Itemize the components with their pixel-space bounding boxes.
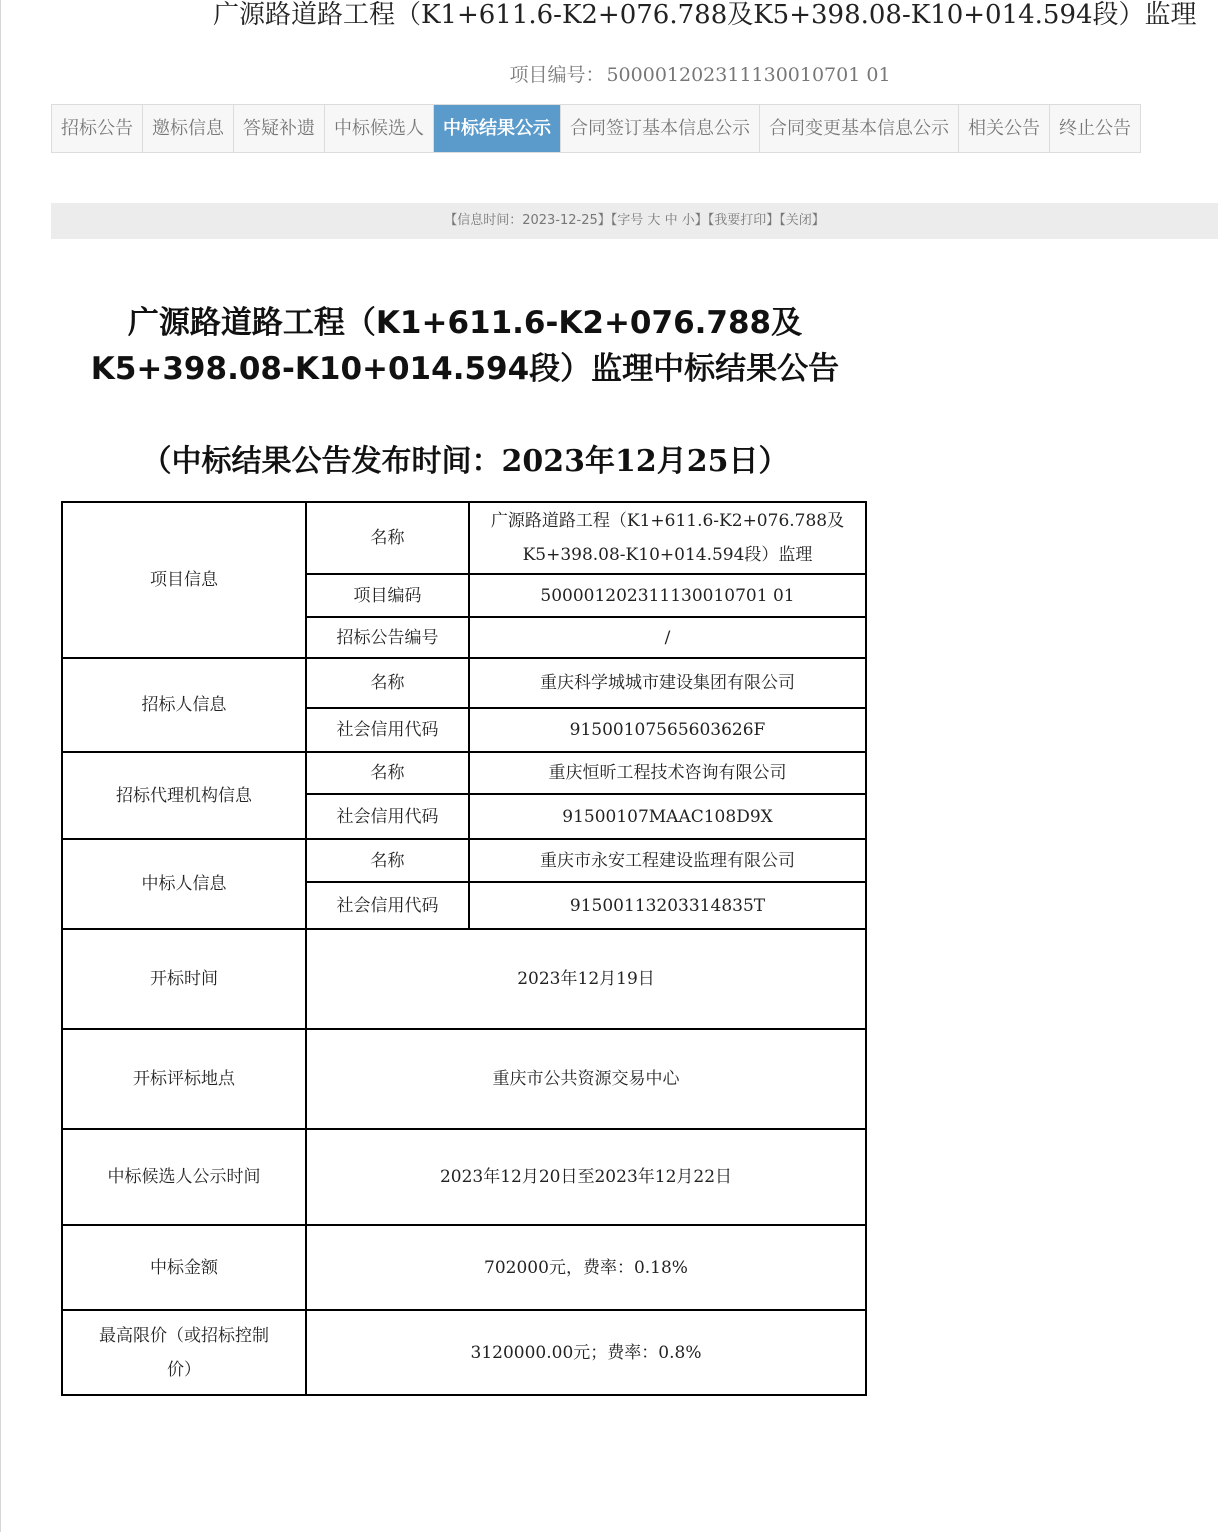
- print-link[interactable]: 【我要打印】: [707, 213, 780, 228]
- agency-name-label: 名称: [306, 752, 469, 794]
- project-number: [470, 60, 930, 87]
- font-size-suffix: 】: [694, 213, 708, 228]
- project-info-section: 项目信息: [62, 502, 306, 658]
- project-number-value: 500001202311130010701 01: [606, 64, 891, 86]
- page-left-border: [0, 0, 1, 1532]
- font-size-prefix: 【字号: [610, 213, 644, 228]
- winner-name-label: 名称: [306, 839, 469, 882]
- tab-winning-result[interactable]: 中标结果公示: [433, 105, 560, 152]
- candidate-period-label: 中标候选人公示时间: [62, 1129, 306, 1225]
- tab-tender-notice[interactable]: 招标公告: [51, 105, 142, 152]
- bid-amount-label: 中标金额: [62, 1225, 306, 1310]
- tab-invitation-info[interactable]: 邀标信息: [142, 105, 233, 152]
- project-number-label: 项目编号：: [509, 64, 605, 86]
- table-row: [62, 1225, 866, 1310]
- opening-time-value: 2023年12月19日: [306, 929, 866, 1029]
- tender-notice-no-value: /: [469, 617, 866, 658]
- tender-notice-no-label: 招标公告编号: [306, 617, 469, 658]
- tenderer-credit-label: 社会信用代码: [306, 708, 469, 752]
- table-row: [62, 1129, 866, 1225]
- info-bar: [51, 203, 1218, 239]
- tenderer-name-label: 名称: [306, 658, 469, 708]
- agency-credit-value: 91500107MAAC108D9X: [469, 794, 866, 839]
- opening-place-value: 重庆市公共资源交易中心: [306, 1029, 866, 1129]
- tab-contract-signing[interactable]: 合同签订基本信息公示: [560, 105, 759, 152]
- opening-place-label: 开标评标地点: [62, 1029, 306, 1129]
- project-code-label: 项目编码: [306, 574, 469, 617]
- tab-contract-change[interactable]: 合同变更基本信息公示: [759, 105, 958, 152]
- notice-title-line1: 广源路道路工程（K1+611.6-K2+076.788及: [127, 305, 803, 341]
- table-row: [62, 752, 866, 794]
- project-name-value-line1: 广源路道路工程（K1+611.6-K2+076.788及: [490, 511, 845, 531]
- table-row: [62, 502, 866, 574]
- font-size-small-link[interactable]: 小: [681, 213, 695, 228]
- max-price-label-line1: 最高限价（或招标控制: [99, 1325, 269, 1346]
- table-row: [62, 658, 866, 708]
- max-price-label-line2: 价）: [167, 1359, 201, 1380]
- project-name-value-line2: K5+398.08-K10+014.594段）监理: [522, 545, 813, 565]
- agency-credit-label: 社会信用代码: [306, 794, 469, 839]
- table-row: [62, 839, 866, 882]
- winner-credit-value: 91500113203314835T: [469, 882, 866, 929]
- notice-publish-time: （中标结果公告发布时间：2023年12月25日）: [141, 444, 789, 479]
- table-row: [62, 1310, 866, 1395]
- notice-title: [60, 300, 870, 392]
- tab-termination-notice[interactable]: 终止公告: [1049, 105, 1141, 152]
- winner-credit-label: 社会信用代码: [306, 882, 469, 929]
- agency-section: 招标代理机构信息: [62, 752, 306, 839]
- tenderer-section: 招标人信息: [62, 658, 306, 752]
- tab-related-notices[interactable]: 相关公告: [958, 105, 1049, 152]
- table-row: [62, 1029, 866, 1129]
- agency-name-value: 重庆恒昕工程技术咨询有限公司: [469, 752, 866, 794]
- page-title: 广源路道路工程（K1+611.6-K2+076.788及K5+398.08-K10+014.594段）监理: [213, 0, 1197, 30]
- info-time: 【信息时间：2023-12-25】: [444, 213, 611, 228]
- project-code-value: 500001202311130010701 01: [469, 574, 866, 617]
- winner-section: 中标人信息: [62, 839, 306, 929]
- tenderer-name-value: 重庆科学城城市建设集团有限公司: [469, 658, 866, 708]
- notice-title-line2: K5+398.08-K10+014.594段）监理中标结果公告: [90, 351, 840, 387]
- result-table: [61, 501, 867, 1396]
- project-name-value: [469, 502, 866, 574]
- candidate-period-value: 2023年12月20日至2023年12月22日: [306, 1129, 866, 1225]
- notice-tabs: [51, 104, 1141, 153]
- tab-clarification[interactable]: 答疑补遗: [233, 105, 324, 152]
- font-size-medium-link[interactable]: 中: [664, 213, 678, 228]
- tenderer-credit-value: 91500107565603626F: [469, 708, 866, 752]
- project-name-label: 名称: [306, 502, 469, 574]
- max-price-value: 3120000.00元；费率：0.8%: [306, 1310, 866, 1395]
- font-size-large-link[interactable]: 大: [647, 213, 661, 228]
- table-row: [62, 929, 866, 1029]
- max-price-label: [62, 1310, 306, 1395]
- tab-winning-candidates[interactable]: 中标候选人: [324, 105, 433, 152]
- winner-name-value: 重庆市永安工程建设监理有限公司: [469, 839, 866, 882]
- bid-amount-value: 702000元，费率：0.18%: [306, 1225, 866, 1310]
- opening-time-label: 开标时间: [62, 929, 306, 1029]
- close-link[interactable]: 【关闭】: [779, 213, 825, 228]
